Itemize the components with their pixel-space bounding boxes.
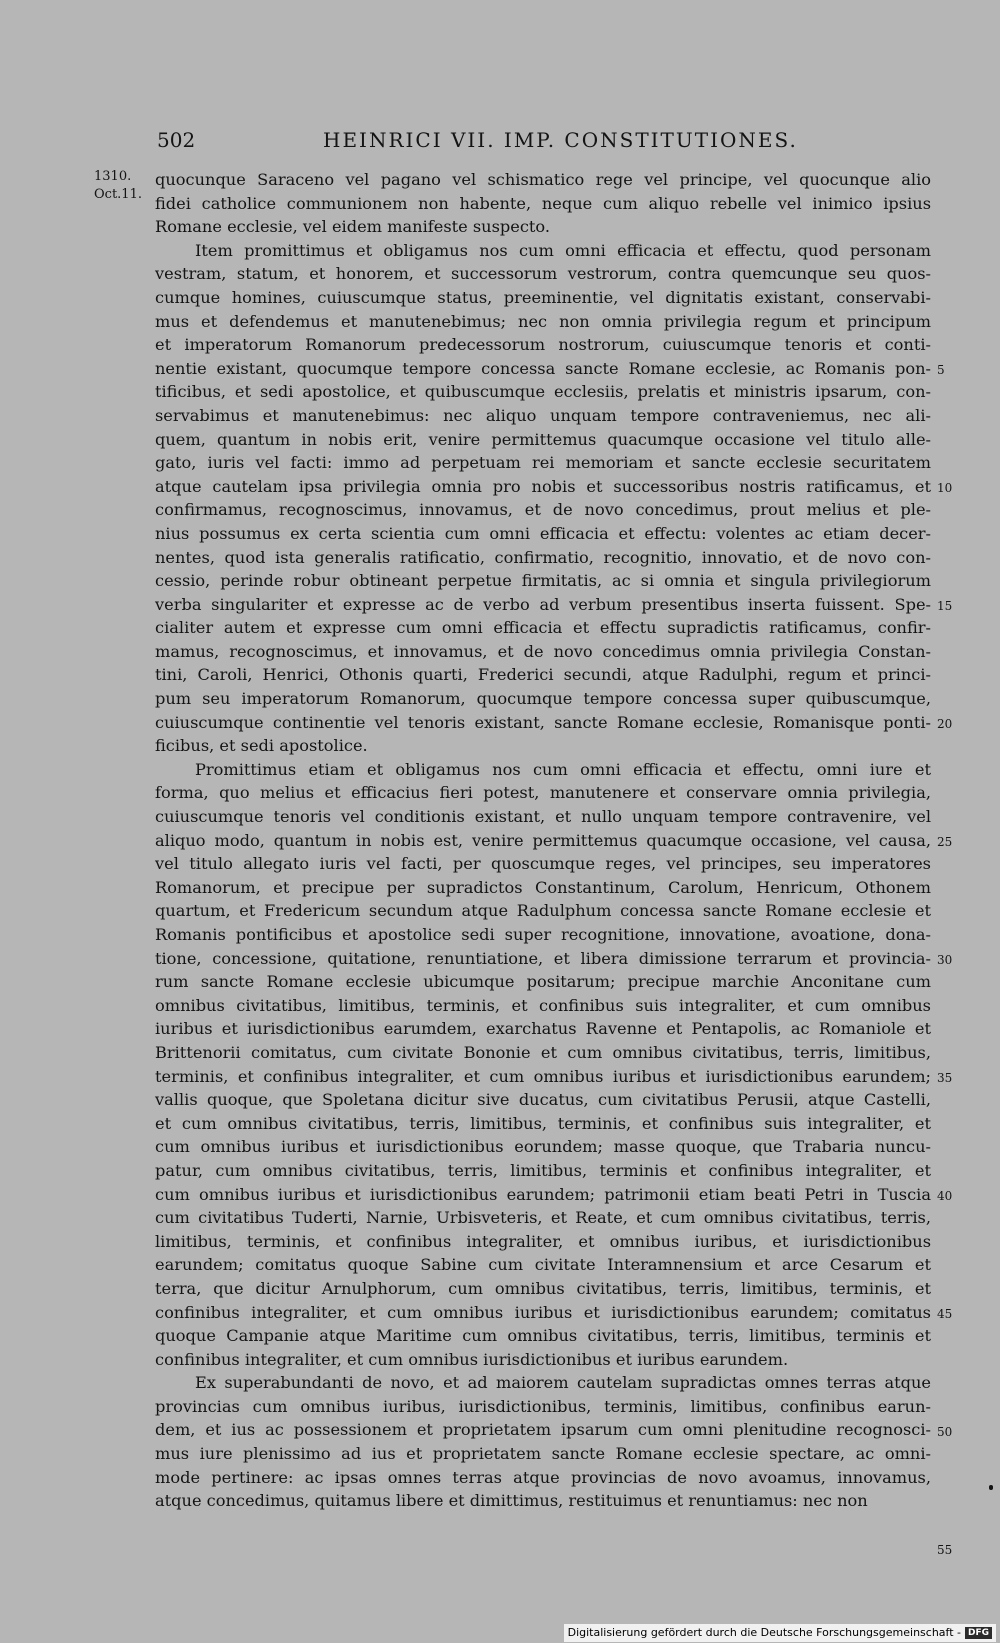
text-line: cuiuscumque continentie vel tenoris existant, sancte Romane ecclesie, Romanisque ponti-	[155, 712, 931, 732]
text-line: nentes, quod ista generalis ratificatio, confirmatio, recognitio, innovatio, et de novo con-	[155, 547, 931, 567]
text-line: Romanis pontificibus et apostolice sedi super recognitione, innovatione, avoatione, dona-	[155, 925, 931, 944]
text-line: quartum, et Fredericum secundum atque Radulphum concessa sancte Romane ecclesie et	[155, 901, 931, 921]
text-line: gato, iuris vel facti: immo ad perpetuam rei memoriam et sancte ecclesie securitatem	[155, 453, 931, 473]
text-line: provincias cum omnibus iuribus, iurisdictionibus, terminis, limitibus, confinibus earun-	[155, 1396, 931, 1416]
text-line: et imperatorum Romanorum predecessorum nostrorum, cuiuscumque tenoris et conti-	[155, 335, 931, 355]
text-line: terminis, et confinibus integraliter, et cum omnibus iuribus et iurisdictionibus earundem;	[155, 1066, 931, 1086]
text-line: confinibus integraliter, et cum omnibus iurisdictionibus et iuribus earundem.	[155, 1349, 789, 1369]
page-number: 502	[157, 128, 196, 152]
text-line: nentie existant, quocumque tempore concessa sancte Romane ecclesie, ac Romanis pon-	[155, 358, 931, 378]
text-line: verba singulariter et expresse ac de verbo ad verbum presentibus inserta fuissent. Spe-	[155, 594, 931, 614]
text-line: terra, que dicitur Arnulphorum, cum omnibus civitatibus, terris, limitibus, terminis, et	[155, 1278, 931, 1298]
text-line: cum omnibus iuribus et iurisdictionibus eorundem; masse quoque, que Trabaria nuncu-	[155, 1137, 931, 1157]
text-line: patur, cum omnibus civitatibus, terris, limitibus, terminis et confinibus integraliter, et	[155, 1160, 931, 1180]
text-line: atque cautelam ipsa privilegia omnia pro nobis et successoribus nostris ratificamus, et	[155, 476, 931, 496]
text-line: et cum omnibus civitatibus, terris, limitibus, terminis, et confinibus suis integraliter, et	[155, 1113, 931, 1133]
text-line: forma, quo melius et efficacius fieri potest, manutenere et conservare omnia privilegia,	[155, 783, 931, 803]
stray-mark	[989, 1485, 993, 1490]
dfg-logo: DFG	[965, 1627, 992, 1639]
text-line: omnibus civitatibus, limitibus, terminis, et confinibus suis integraliter, et cum omnibus	[155, 995, 931, 1015]
line-number: 55	[937, 1542, 953, 1557]
text-line: vel titulo allegato iuris vel facti, per quoscumque reges, vel principes, seu imperatores	[155, 854, 931, 874]
text-line: cuiuscumque tenoris vel conditionis existant, et nullo unquam tempore contravenire, vel	[155, 807, 931, 827]
text-line: Promittimus etiam et obligamus nos cum omni efficacia et effectu, omni iure et	[195, 759, 931, 779]
margin-date-note	[94, 168, 142, 204]
text-line: vallis quoque, que Spoletana dicitur sive ducatus, cum civitatibus Perusii, atque Castelli,	[155, 1090, 931, 1110]
page-header	[153, 126, 933, 156]
margin-year: 1310.	[94, 169, 132, 184]
line-number: 30	[937, 952, 953, 967]
line-number: 25	[937, 834, 953, 849]
text-line: fidei catholice communionem non habente, neque cum aliquo rebelle vel inimico ipsius	[155, 193, 931, 213]
text-line: mus iure plenissimo ad ius et proprietatem sancte Romane ecclesie spectare, ac omni-	[155, 1444, 931, 1464]
text-line: Ex superabundanti de novo, et ad maiorem cautelam supradictas omnes terras atque	[195, 1373, 931, 1393]
text-line: servabimus et manutenebimus: nec aliquo unquam tempore contraveniemus, nec ali-	[155, 405, 931, 425]
text-line: confirmamus, recognoscimus, innovamus, et de novo concedimus, prout melius et ple-	[155, 500, 931, 520]
text-line: atque concedimus, quitamus libere et dimittimus, restituimus et renuntiamus: nec non	[155, 1491, 868, 1511]
text-line: Brittenorii comitatus, cum civitate Bononie et cum omnibus civitatibus, terris, limitibus,	[155, 1042, 931, 1062]
text-line: quem, quantum in nobis erit, venire permittemus quacumque occasione vel titulo alle-	[155, 429, 931, 449]
line-number: 50	[937, 1424, 953, 1439]
line-number: 10	[937, 480, 953, 495]
running-title: HEINRICI VII. IMP. CONSTITUTIONES.	[323, 128, 798, 152]
text-line: mode pertinere: ac ipsas omnes terras atque provincias de novo avoamus, innovamus,	[155, 1467, 931, 1487]
line-number: 40	[937, 1188, 953, 1203]
text-line: nius possumus ex certa scientia cum omni efficacia et effectu: volentes ac etiam decer-	[155, 523, 931, 543]
document-body	[155, 168, 931, 1513]
line-number: 45	[937, 1306, 953, 1321]
line-number: 35	[937, 1070, 953, 1085]
text-line: cum omnibus iuribus et iurisdictionibus earundem; patrimonii etiam beati Petri in Tuscia	[155, 1184, 931, 1204]
text-line: earundem; comitatus quoque Sabine cum civitate Interamnensium et arce Cesarum et	[155, 1255, 931, 1275]
line-number: 15	[937, 598, 953, 613]
text-line: rum sancte Romane ecclesie ubicumque positarum; precipue marchie Anconitane cum	[155, 972, 931, 992]
funding-note	[564, 1624, 996, 1642]
text-line: quocunque Saraceno vel pagano vel schismatico rege vel principe, vel quocunque alio	[155, 170, 931, 189]
line-number: 20	[937, 716, 953, 731]
funding-text: Digitalisierung gefördert durch die Deutsche Forschungsgemeinschaft -	[567, 1626, 961, 1639]
text-line: iuribus et iurisdictionibus earumdem, exarchatus Ravenne et Pentapolis, ac Romaniole et	[155, 1019, 931, 1039]
text-line: Romane ecclesie, vel eidem manifeste suspecto.	[155, 217, 551, 237]
text-line: cum civitatibus Tuderti, Narnie, Urbisveteris, et Reate, et cum omnibus civitatibus, terris,	[155, 1208, 931, 1228]
line-number: 5	[937, 362, 945, 377]
text-line: dem, et ius ac possessionem et proprietatem ipsarum cum omni plenitudine recognosci-	[155, 1420, 931, 1440]
text-line: confinibus integraliter, et cum omnibus iuribus et iurisdictionibus earundem; comitatus	[155, 1302, 931, 1322]
text-line: aliquo modo, quantum in nobis est, venire permittemus quacumque occasione, vel causa,	[155, 830, 931, 850]
text-line: Romanorum, et precipue per supradictos Constantinum, Carolum, Henricum, Othonem	[155, 877, 931, 897]
text-line: mus et defendemus et manutenebimus; nec non omnia privilegia regum et principum	[155, 311, 931, 331]
text-line: quoque Campanie atque Maritime cum omnibus civitatibus, terris, limitibus, terminis et	[155, 1326, 931, 1346]
margin-day: Oct.11.	[94, 187, 142, 202]
text-line: cessio, perinde robur obtineant perpetue firmitatis, ac si omnia et singula privilegiorum	[155, 571, 931, 591]
text-line: ficibus, et sedi apostolice.	[155, 736, 368, 756]
text-line: cialiter autem et expresse cum omni efficacia et effectu supradictis ratificamus, confir-	[155, 618, 931, 638]
text-line: tione, concessione, quitatione, renuntiatione, et libera dimissione terrarum et provincia-	[155, 948, 931, 968]
page-footer	[0, 1621, 1000, 1643]
text-line: Item promittimus et obligamus nos cum omni efficacia et effectu, quod personam	[195, 240, 931, 260]
text-line: vestram, statum, et honorem, et successorum vestrorum, contra quemcunque seu quos-	[155, 264, 931, 284]
text-line: pum seu imperatorum Romanorum, quocumque tempore concessa super quibuscumque,	[155, 689, 931, 709]
text-line: mamus, recognoscimus, et innovamus, et de novo concedimus omnia privilegia Constan-	[155, 641, 931, 661]
text-line: limitibus, terminis, et confinibus integraliter, et omnibus iuribus, et iurisdictionibus	[155, 1231, 931, 1251]
text-line: cumque homines, cuiuscumque status, preeminentie, vel dignitatis existant, conservabi-	[155, 287, 931, 307]
text-line: tini, Caroli, Henrici, Othonis quarti, Frederici secundi, atque Radulphi, regum et princi-	[155, 665, 931, 685]
text-line: tificibus, et sedi apostolice, et quibuscumque ecclesiis, prelatis et ministris ipsarum, con-	[155, 382, 931, 402]
